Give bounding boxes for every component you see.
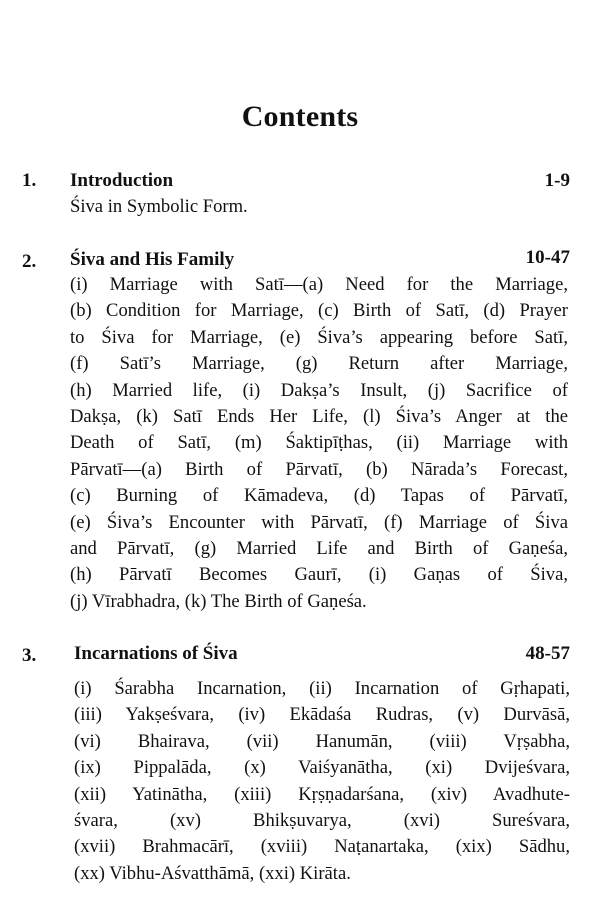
description-line: (b) Condition for Marriage, (c) Birth of Satī, (d) Prayer [70, 300, 568, 322]
entry-description [70, 194, 568, 220]
entry-description [74, 676, 570, 887]
description-line: Śiva in Symbolic Form. [70, 196, 248, 217]
entry-heading[interactable]: Śiva and His Family [70, 249, 235, 270]
entry-heading[interactable]: Introduction [70, 170, 174, 191]
description-line: (i) Śarabha Incarnation, (ii) Incarnation of Gṛhapati, [74, 678, 570, 699]
description-line: Death of Satī, (m) Śaktipīṭhas, (ii) Marriage with [70, 432, 568, 454]
description-line: (xvii) Brahmacārī, (xviii) Naṭanartaka, (xix) Sādhu, [74, 836, 570, 858]
entry-heading[interactable]: Incarnations of Śiva [74, 643, 238, 664]
description-line: Dakṣa, (k) Satī Ends Her Life, (l) Śiva’s Anger at the [70, 406, 568, 428]
description-line: (e) Śiva’s Encounter with Pārvatī, (f) Marriage of Śiva [70, 511, 568, 533]
description-line: (xii) Yatinātha, (xiii) Kṛṣṇadarśana, (xiv) Avadhute- [74, 783, 570, 805]
entry-number: 1. [22, 170, 37, 191]
description-line: Pārvatī—(a) Birth of Pārvatī, (b) Nārada’s Forecast, [70, 458, 568, 480]
entry-description [70, 272, 568, 615]
description-line: (f) Satī’s Marriage, (g) Return after Marriage, [70, 353, 568, 375]
entry-page-range: 1-9 [544, 170, 570, 191]
page-title: Contents [241, 100, 359, 133]
entry-page-range: 10-47 [525, 247, 570, 268]
description-line: (h) Pārvatī Becomes Gaurī, (i) Gaṇas of Śiva, [70, 564, 568, 586]
description-line: (xx) Vibhu-Aśvatthāmā, (xxi) Kirāta. [74, 862, 351, 884]
description-line: (i) Marriage with Satī—(a) Need for the Marriage, [70, 274, 568, 295]
description-line: (iii) Yakṣeśvara, (iv) Ekādaśa Rudras, (v) Durvāsā, [74, 704, 570, 726]
description-line: and Pārvatī, (g) Married Life and Birth of Gaṇeśa, [70, 538, 568, 560]
entry-number: 3. [22, 645, 37, 666]
entry-number: 2. [22, 251, 37, 272]
description-line: (h) Married life, (i) Dakṣa’s Insult, (j) Sacrifice of [70, 379, 568, 401]
description-line: (ix) Pippalāda, (x) Vaiśyanātha, (xi) Dvijeśvara, [74, 757, 570, 779]
description-line: (j) Vīrabhadra, (k) The Birth of Gaṇeśa. [70, 590, 367, 612]
description-line: (vi) Bhairava, (vii) Hanumān, (viii) Vṛṣabha, [74, 730, 570, 752]
description-line: (c) Burning of Kāmadeva, (d) Tapas of Pārvatī, [70, 485, 568, 507]
description-line: to Śiva for Marriage, (e) Śiva’s appearing before Satī, [70, 326, 568, 348]
description-line: śvara, (xv) Bhikṣuvarya, (xvi) Sureśvara, [74, 810, 570, 832]
entry-page-range: 48-57 [525, 643, 570, 664]
